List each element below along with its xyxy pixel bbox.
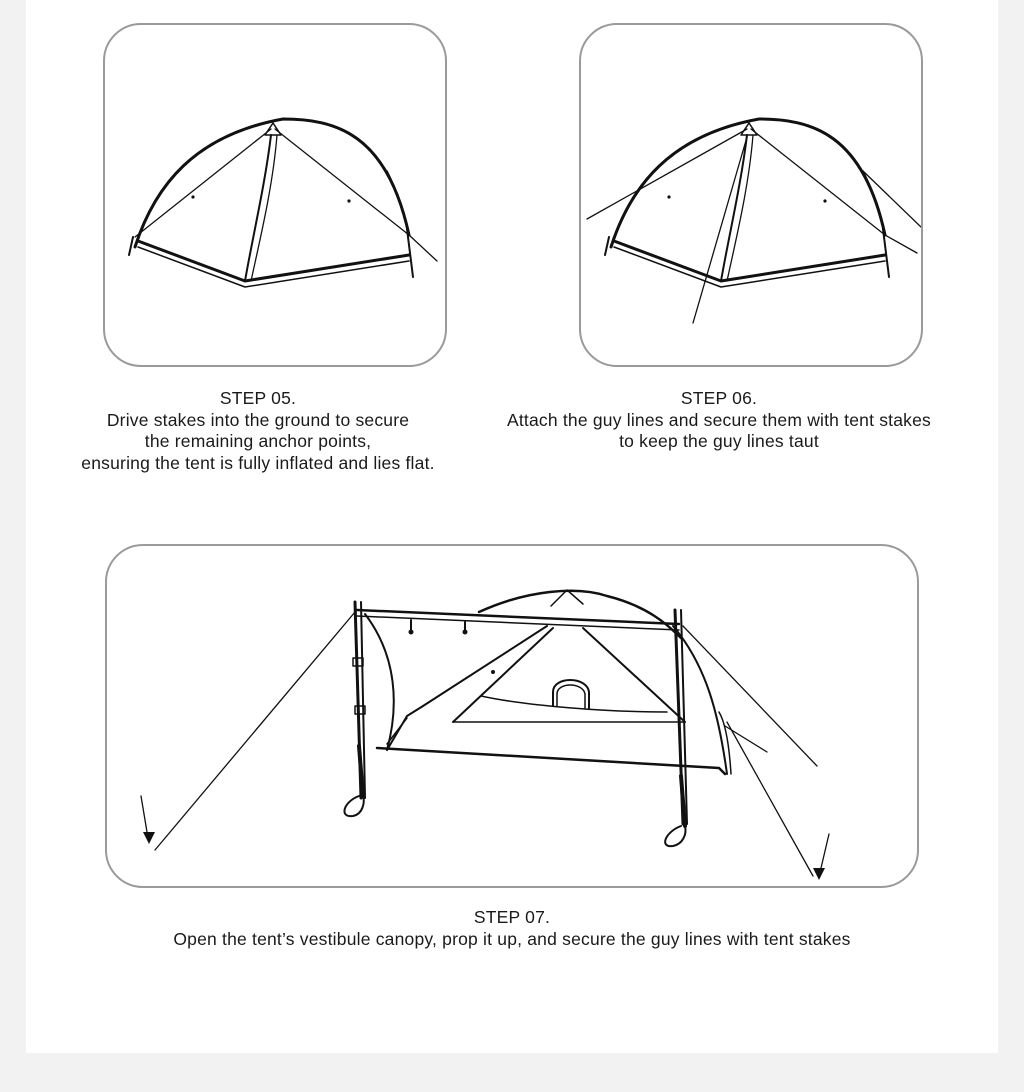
instruction-sheet [26, 0, 998, 1053]
step-07-illustration-panel [105, 544, 919, 888]
step-07-tent-drawing [107, 546, 919, 888]
step-07-caption [86, 907, 938, 950]
step-05-caption [48, 388, 468, 474]
step-05-illustration-panel [103, 23, 447, 367]
step-06-line-2: to keep the guy lines taut [619, 431, 819, 451]
step-07-title: STEP 07. [473, 907, 551, 927]
step-06-title: STEP 06. [680, 388, 758, 408]
step-05-tent-drawing [105, 25, 447, 367]
step-05-title: STEP 05. [219, 388, 297, 408]
step-06-tent-drawing [581, 25, 923, 367]
step-05-line-1: Drive stakes into the ground to secure [106, 409, 410, 430]
step-06-line-1: Attach the guy lines and secure them with tent stakes [506, 409, 932, 430]
step-05-line-2: the remaining anchor points, [144, 431, 372, 451]
step-07-line-1: Open the tent’s vestibule canopy, prop it up, and secure the guy lines with tent stakes [173, 928, 851, 949]
step-06-caption [472, 388, 966, 453]
step-05-line-3: ensuring the tent is fully inflated and lies flat. [81, 452, 435, 473]
step-06-illustration-panel [579, 23, 923, 367]
